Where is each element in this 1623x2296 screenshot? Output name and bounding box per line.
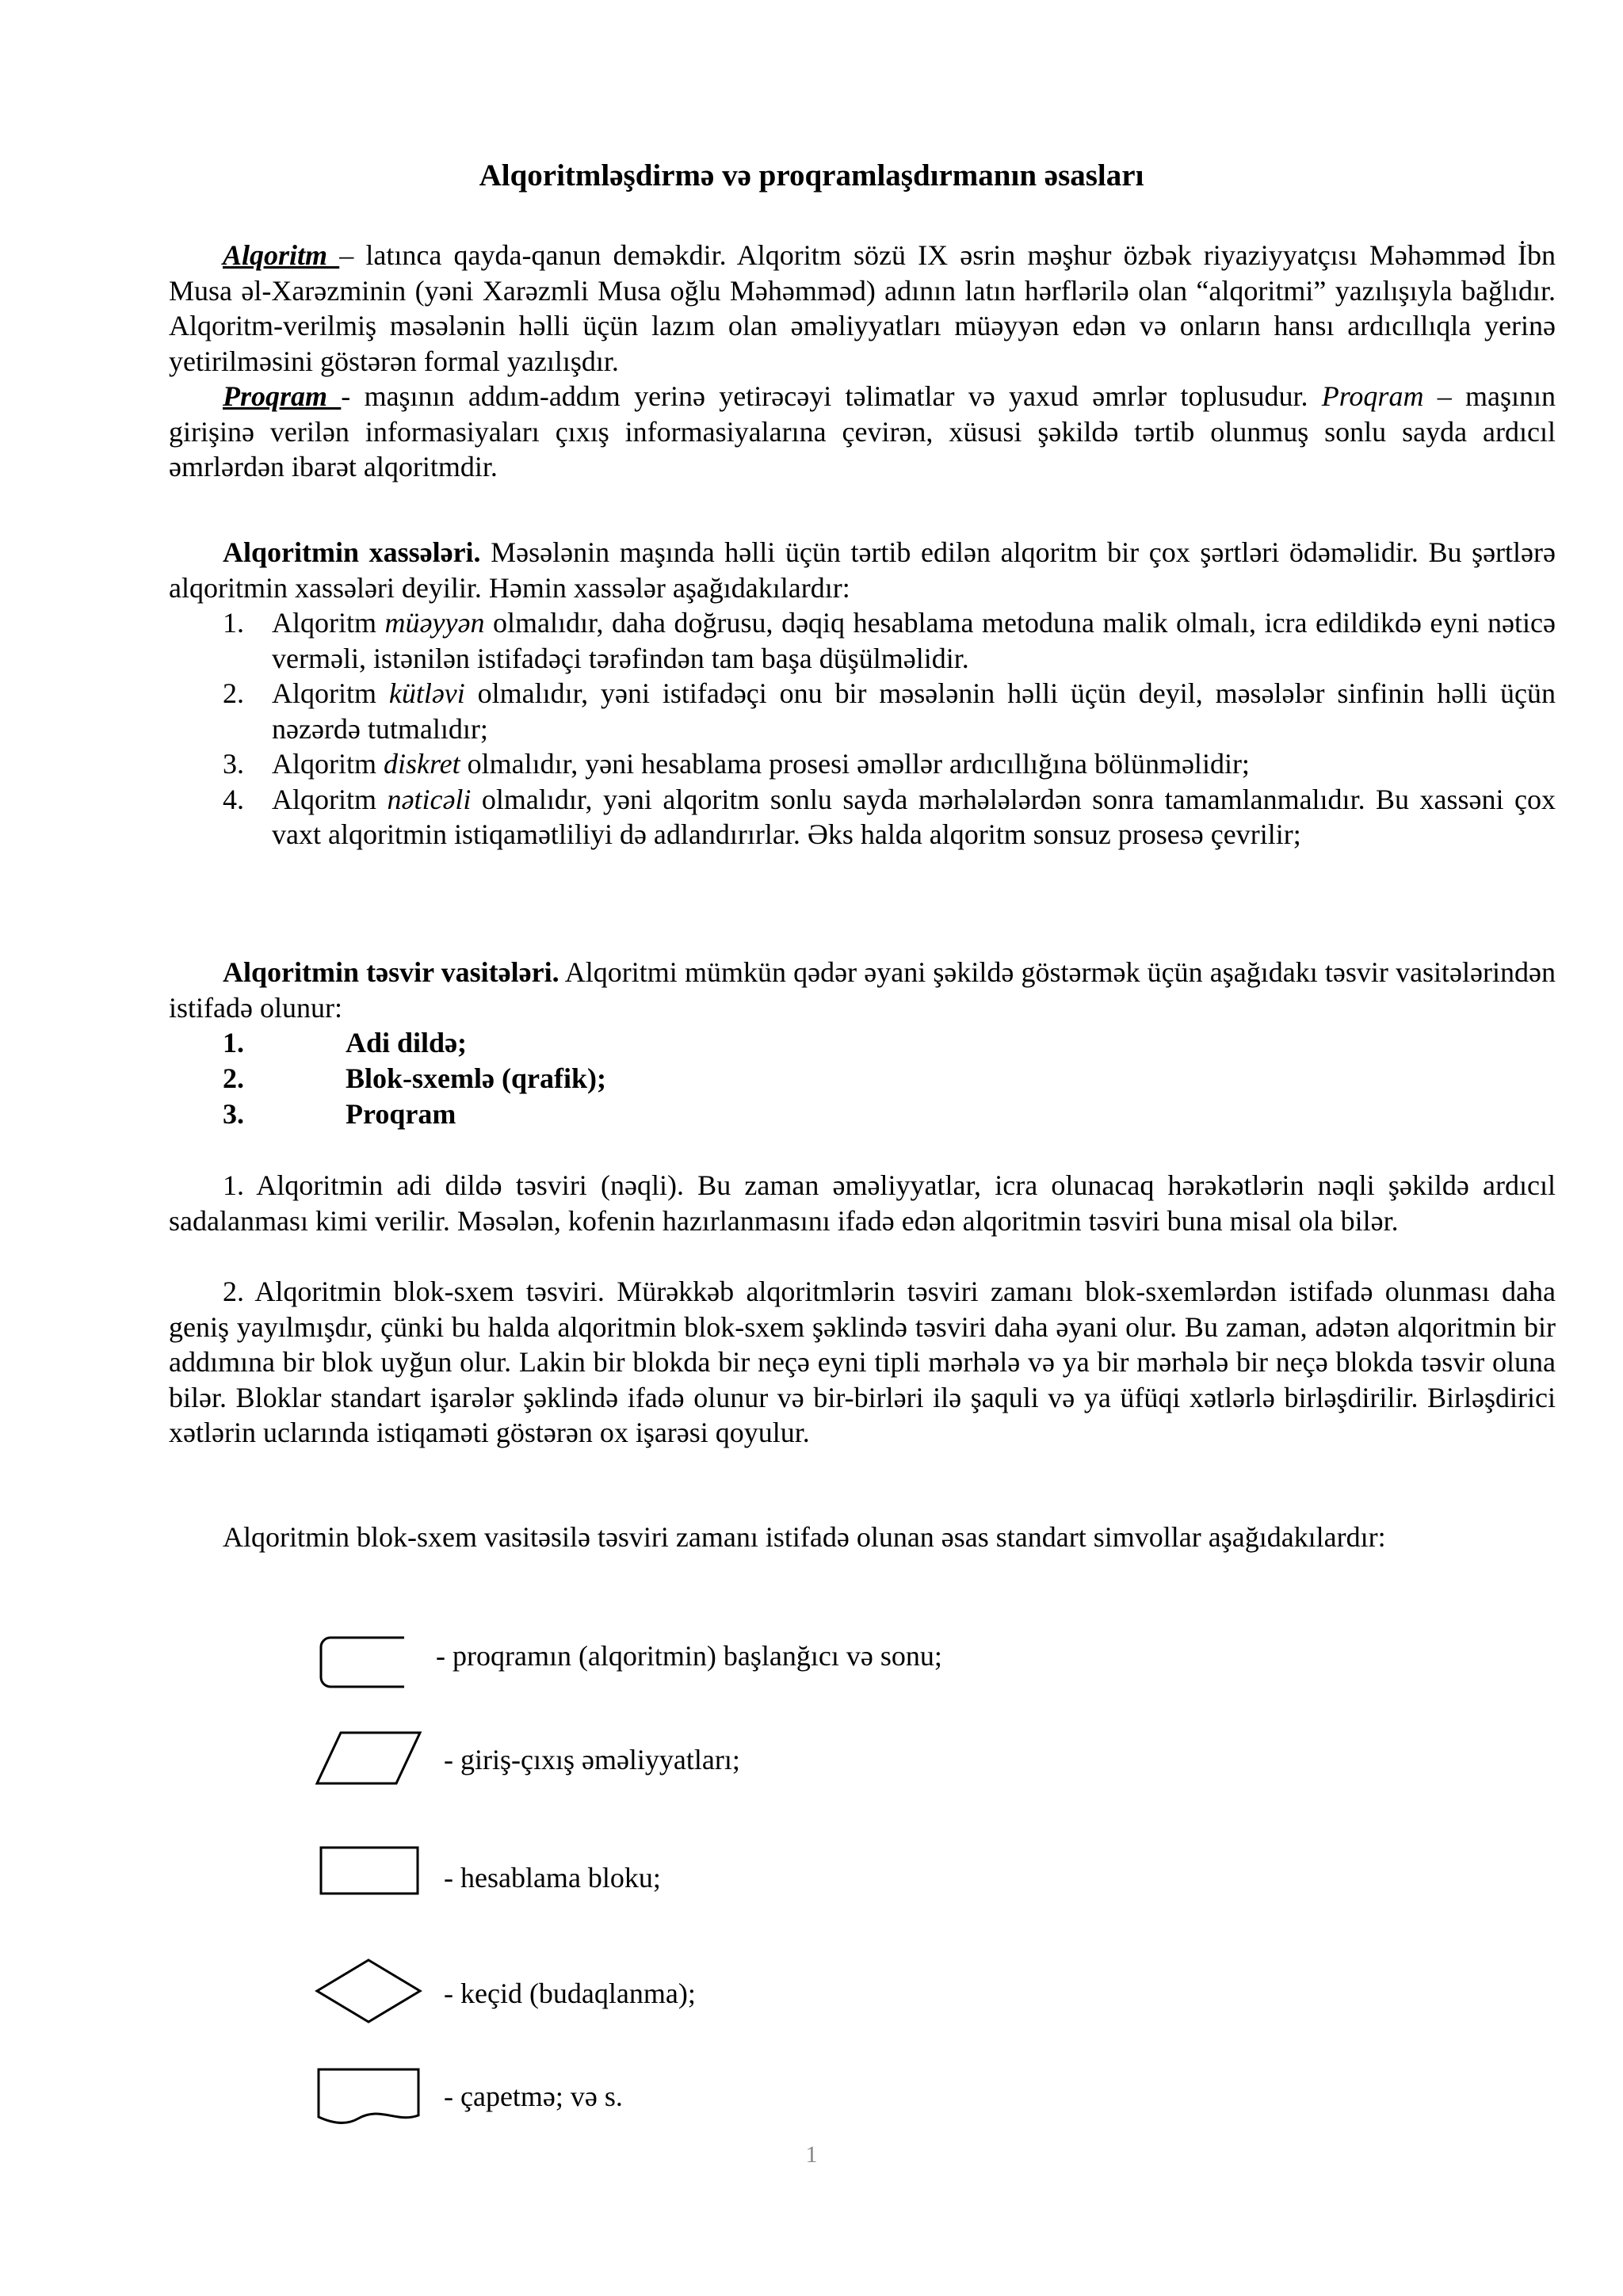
property-term: nəticəli [387, 783, 472, 815]
symbol-row-parallelogram [293, 1730, 1244, 1801]
list-text: olmalıdır, yəni istifadəçi onu bir məsələnin həlli üçün deyil, məsələlər sinfinin həlli üçün nəzərdə tutmalıdır; [272, 677, 1556, 745]
list-label: Blok-sxemlə (qrafik); [346, 1062, 606, 1094]
paragraph-text: Alqoritmin blok-sxem vasitəsilə təsviri zamanı istifadə olunan əsas standart simvollar aşağıdakılardır: [223, 1521, 1386, 1553]
symbol-row-diamond [293, 1955, 1244, 2027]
symbol-description: - giriş-çıxış əməliyyatları; [444, 1744, 740, 1775]
term-algorithm: Alqoritm [223, 239, 340, 271]
paragraph-program-definition [169, 379, 1556, 485]
rectangle-symbol-icon [293, 1846, 452, 1909]
list-item [169, 782, 1556, 852]
list-item [169, 605, 1556, 676]
symbol-row-document [293, 2066, 1244, 2138]
paragraph-algorithm-definition [169, 238, 1556, 379]
list-number: 3. [223, 1098, 244, 1130]
list-item [223, 1025, 777, 1061]
page-title: Alqoritmləşdirmə və proqramlaşdırmanın əsasları [479, 158, 1144, 193]
paragraph-natural-language [169, 1168, 1556, 1238]
symbol-description: - hesablama bloku; [444, 1862, 661, 1894]
symbol-description: - proqramın (alqoritmin) başlanğıcı və sonu; [436, 1640, 942, 1672]
list-label: Adi dildə; [346, 1027, 468, 1058]
paragraph-properties-intro [169, 535, 1556, 605]
term-program-italic: Proqram [1321, 380, 1424, 412]
list-number: 1. [223, 607, 244, 639]
paragraph-text: 1. Alqoritmin adi dildə təsviri (nəqli). Bu zaman əməliyyatlar, icra olunacaq hərəkətlərin nəqli şəkildə ardıcıl sadalanması kimi verilir. Məsələn, kofenin hazırlanmasını ifadə edən alqoritmin təsviri buna misal ola bilər. [169, 1169, 1556, 1237]
list-text: olmalıdır, daha doğrusu, dəqiq hesablama metoduna malik olmalı, icra edildikdə eyni nəticə verməli, istənilən istifadəçi tərəfindən tam başa düşülməlidir. [272, 607, 1556, 674]
paragraph-symbols-intro [169, 1520, 1556, 1555]
properties-list [169, 605, 1556, 852]
symbol-row-rectangle [293, 1846, 1244, 1917]
property-term: müəyyən [384, 607, 485, 639]
symbol-description: - keçid (budaqlanma); [444, 1978, 696, 2009]
list-text: olmalıdır, yəni alqoritm sonlu sayda mərhələlərdən sonra tamamlanmalıdır. Bu xassəni çox vaxt alqoritmin istiqamətliliyi də adlandırırlar. Əks halda alqoritm sonsuz prosesə çevrilir; [272, 783, 1556, 850]
list-text: Alqoritm [272, 748, 384, 780]
paragraph-text: Alqoritmi mümkün qədər əyani şəkildə göstərmək üçün aşağıdakı təsvir vasitələrindən istifadə olunur: [169, 956, 1556, 1024]
list-number: 3. [223, 748, 244, 780]
list-number: 2. [223, 677, 244, 709]
list-label: Proqram [346, 1098, 456, 1130]
page-number: 1 [805, 2142, 818, 2168]
property-term: kütləvi [388, 677, 465, 709]
list-number: 4. [223, 783, 244, 815]
list-text: olmalıdır, yəni hesablama prosesi əməllər ardıcıllığına bölünməlidir; [460, 748, 1250, 780]
paragraph-means-intro [169, 955, 1556, 1025]
symbol-description: - çapetmə; və s. [444, 2081, 623, 2112]
paragraph-text: – latınca qayda-qanun deməkdir. Alqoritm sözü IX əsrin məşhur özbək riyaziyyatçısı Məhəmməd İbn Musa əl-Xarəzminin (yəni Xarəzmli Musa oğlu Məhəmməd) adının latın hərflərilə olan “alqoritmi” yazılışıyla bağlıdır. Alqoritm-verilmiş məsələnin həlli üçün lazım olan əməliyyatları müəyyən edən və onların hansı ardıcıllıqla yerinə yetirilməsini göstərən formal yazılışdır. [169, 239, 1556, 377]
list-item [223, 1061, 777, 1097]
list-text: Alqoritm [272, 607, 385, 639]
list-text: Alqoritm [272, 783, 388, 815]
section-heading-means: Alqoritmin təsvir vasitələri. [223, 956, 559, 988]
symbol-row-terminal [293, 1632, 1244, 1703]
diamond-symbol-icon [293, 1955, 452, 2035]
paragraph-text: - maşının addım-addım yerinə yetirəcəyi təlimatlar və yaxud əmrlər toplusudur. [341, 380, 1322, 412]
list-item [169, 746, 1556, 782]
paragraph-text: 2. Alqoritmin blok-sxem təsviri. Mürəkkəb alqoritmlərin təsviri zamanı blok-sxemlərdən istifadə olunması daha geniş yayılmışdır, çünki bu halda alqoritmin blok-sxem şəklində təsviri daha əyani olur. Bu zaman, adətən alqoritmin bir addımına bir blok uyğun olur. Lakin bir blokda bir neçə eyni tipli mərhələ və ya bir mərhələ bir neçə blokda təsvir oluna bilər. Bloklar standart işarələr şəklində ifadə olunur və bir-birləri ilə şaquli və ya üfüqi xətlərlə birləşdirilir. Birləşdirici xətlərin uclarında istiqaməti göstərən ox işarəsi qoyulur. [169, 1276, 1556, 1448]
list-item [169, 676, 1556, 746]
term-program: Proqram [223, 380, 342, 412]
list-text: Alqoritm [272, 677, 389, 709]
document-symbol-icon [293, 2066, 452, 2138]
section-heading-properties: Alqoritmin xassələri. [223, 536, 481, 568]
parallelogram-symbol-icon [293, 1730, 452, 1793]
list-number: 1. [223, 1027, 244, 1058]
paragraph-block-diagram [169, 1274, 1556, 1451]
means-list [223, 1025, 777, 1132]
property-term: diskret [384, 748, 460, 780]
list-item [223, 1097, 777, 1132]
terminal-symbol-icon [293, 1632, 404, 1695]
paragraph-text: Məsələnin maşında həlli üçün tərtib edilən alqoritm bir çox şərtləri ödəməlidir. Bu şərtlərə alqoritmin xassələri deyilir. Həmin xassələr aşağıdakılardır: [169, 536, 1556, 604]
list-number: 2. [223, 1062, 244, 1094]
paragraph-text: – maşının girişinə verilən informasiyaları çıxış informasiyalarına çevirən, xüsusi şəkildə tərtib olunmuş sonlu sayda ardıcıl əmrlərdən ibarət alqoritmdir. [169, 380, 1556, 482]
